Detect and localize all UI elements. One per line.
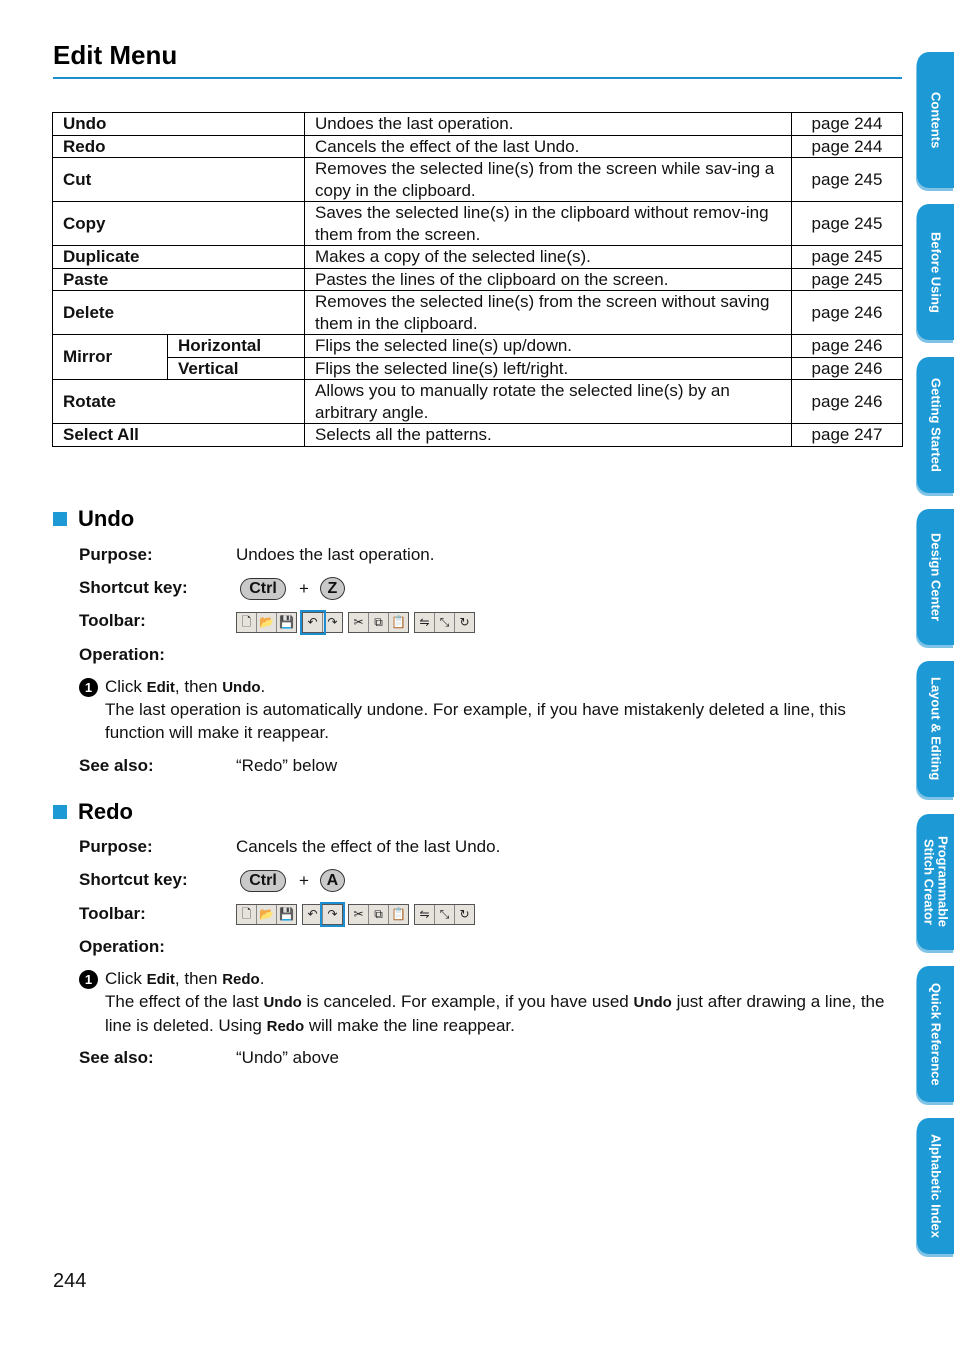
undo-purpose: Undoes the last operation. [236,545,435,564]
ctrl-key: Ctrl [240,870,286,892]
cmd-desc: Allows you to manually rotate the selected line(s) by an arbitrary angle. [305,380,792,424]
cmd-page: page 246 [792,291,903,335]
menu-word: Edit [146,971,175,988]
purpose-label: Purpose: [79,545,153,564]
cmd-page: page 245 [792,158,903,202]
tab-label: Design Center [928,532,944,622]
see-also-label: See also: [79,756,154,775]
undo-toolbar [236,612,480,633]
desc-text: just after drawing a line, the line is deleted. Using [105,992,885,1035]
rotate-icon[interactable]: ↻ [455,905,474,924]
cmd-page: page 246 [792,380,903,424]
open-icon[interactable]: 📂 [257,905,277,924]
new-file-icon[interactable]: 🗋 [237,905,257,924]
operation-label: Operation: [79,645,165,664]
a-key: A [320,869,345,892]
tab-contents[interactable] [917,52,954,188]
tab-label: Programmable Stitch Creator [921,836,951,928]
cmd-name: Duplicate [53,246,305,269]
undo-heading-text: Undo [78,506,135,531]
desc-ui-word: Undo [633,994,672,1011]
cmd-desc: Removes the selected line(s) from the screen without saving them in the clipboard. [305,291,792,335]
undo-see-also: “Redo” below [236,756,338,775]
save-icon[interactable]: 💾 [277,905,296,924]
cmd-name: Delete [53,291,305,335]
mirror-icon[interactable]: ⇋ [415,905,435,924]
redo-step-1 [79,969,264,989]
redo-purpose: Cancels the effect of the last Undo. [236,837,501,856]
table-row [53,202,903,246]
purpose-label: Purpose: [79,837,153,856]
redo-see-also: “Undo” above [236,1048,340,1067]
cmd-sub: Vertical [168,357,305,380]
period: . [260,677,266,696]
plus-sign: + [299,578,309,598]
click-text: Click [105,677,142,696]
table-row [53,380,903,424]
redo-description [105,991,902,1038]
cmd-name: Copy [53,202,305,246]
tab-label: Alphabetic Index [928,1133,944,1239]
title-rule [53,77,902,79]
cmd-page: page 245 [792,268,903,291]
mirror-icon[interactable]: ⇋ [415,613,435,632]
cmd-name: Undo [53,113,305,136]
tab-quick-reference[interactable] [917,966,954,1102]
cmd-page: page 245 [792,246,903,269]
tab-alphabetic-index[interactable] [917,1118,954,1254]
redo-icon[interactable]: ↷ [323,905,342,924]
cmd-page: page 244 [792,135,903,158]
operation-label: Operation: [79,937,165,956]
copy-icon[interactable]: ⧉ [369,905,389,924]
tab-label: Layout & Editing [928,677,944,781]
undo-heading [53,506,134,532]
edit-menu-table [52,112,903,447]
tab-getting-started[interactable] [917,357,954,493]
cut-icon[interactable]: ✂ [349,613,369,632]
shortcut-label: Shortcut key: [79,870,188,889]
cmd-page: page 246 [792,357,903,380]
cmd-desc: Cancels the effect of the last Undo. [305,135,792,158]
table-row [53,291,903,335]
page-title: Edit Menu [53,40,178,70]
table-row [53,335,903,358]
rotate-icon[interactable]: ↻ [455,613,474,632]
z-key: Z [320,577,345,600]
step-number-icon: 1 [79,970,98,989]
square-bullet-icon [53,805,67,819]
undo-shortcut [240,577,345,600]
tab-label: Before Using [928,231,944,313]
tab-design-center[interactable] [917,509,954,645]
item-word: Redo [222,971,260,988]
redo-heading [53,799,133,825]
shortcut-label: Shortcut key: [79,578,188,597]
cmd-page: page 246 [792,335,903,358]
tab-label: Getting Started [928,378,944,472]
cmd-sub: Horizontal [168,335,305,358]
redo-shortcut [240,869,345,892]
cmd-desc: Saves the selected line(s) in the clipboard without remov-ing them from the screen. [305,202,792,246]
tab-layout-editing[interactable] [917,661,954,797]
see-also-label: See also: [79,1048,154,1067]
rotate-arrows-icon[interactable]: ⤡ [435,613,455,632]
tab-before-using[interactable] [917,204,954,340]
undo-step-1 [79,677,265,697]
desc-text: will make the line reappear. [308,1015,515,1035]
copy-icon[interactable]: ⧉ [369,613,389,632]
step-number-icon: 1 [79,678,98,697]
desc-ui-word: Undo [263,994,302,1011]
cmd-name: Paste [53,268,305,291]
table-row [53,135,903,158]
cmd-page: page 245 [792,202,903,246]
cmd-desc: Flips the selected line(s) left/right. [305,357,792,380]
open-icon[interactable]: 📂 [257,613,277,632]
cmd-page: page 244 [792,113,903,136]
undo-icon[interactable]: ↶ [303,905,323,924]
redo-icon[interactable]: ↷ [323,613,342,632]
table-row [53,424,903,447]
redo-heading-text: Redo [78,799,133,824]
table-row [53,113,903,136]
ctrl-key: Ctrl [240,578,286,600]
desc-ui-word: Redo [266,1017,305,1035]
table-row [53,357,903,380]
cmd-name: Select All [53,424,305,447]
rotate-arrows-icon[interactable]: ⤡ [435,905,455,924]
cmd-name: Rotate [53,380,305,424]
cmd-desc: Undoes the last operation. [305,113,792,136]
table-row [53,268,903,291]
table-row [53,158,903,202]
page-number: 244 [53,1270,87,1292]
redo-toolbar [236,904,480,925]
cmd-page: page 247 [792,424,903,447]
cmd-desc: Flips the selected line(s) up/down. [305,335,792,358]
desc-text: is canceled. For example, if you have used [306,992,629,1011]
save-icon[interactable]: 💾 [277,613,296,632]
period: . [259,969,265,988]
item-word: Undo [222,679,261,696]
cmd-name: Cut [53,158,305,202]
cmd-desc: Pastes the lines of the clipboard on the screen. [305,268,792,291]
tab-label: Contents [928,91,944,149]
table-row [53,246,903,269]
toolbar-label: Toolbar: [79,904,146,923]
cmd-desc: Selects all the patterns. [305,424,792,447]
menu-word: Edit [146,679,175,696]
then-text: , then [174,969,218,988]
new-file-icon[interactable]: 🗋 [237,613,257,632]
cmd-desc: Makes a copy of the selected line(s). [305,246,792,269]
plus-sign: + [299,870,309,890]
toolbar-label: Toolbar: [79,611,146,630]
desc-text: The effect of the last [105,992,259,1011]
then-text: , then [174,677,218,696]
click-text: Click [105,969,142,988]
undo-description: The last operation is automatically undone. For example, if you have mistakenly deleted a line, this function will make it reappear. [105,700,846,742]
paste-icon[interactable]: 📋 [389,905,408,924]
tab-label: Quick Reference [928,982,944,1086]
cut-icon[interactable]: ✂ [349,905,369,924]
square-bullet-icon [53,512,67,526]
paste-icon[interactable]: 📋 [389,613,408,632]
tab-programmable-stitch-creator[interactable] [917,814,954,950]
cmd-name: Redo [53,135,305,158]
cmd-name: Mirror [53,335,168,380]
undo-icon[interactable]: ↶ [303,613,323,632]
cmd-desc: Removes the selected line(s) from the screen while sav-ing a copy in the clipboard. [305,158,792,202]
